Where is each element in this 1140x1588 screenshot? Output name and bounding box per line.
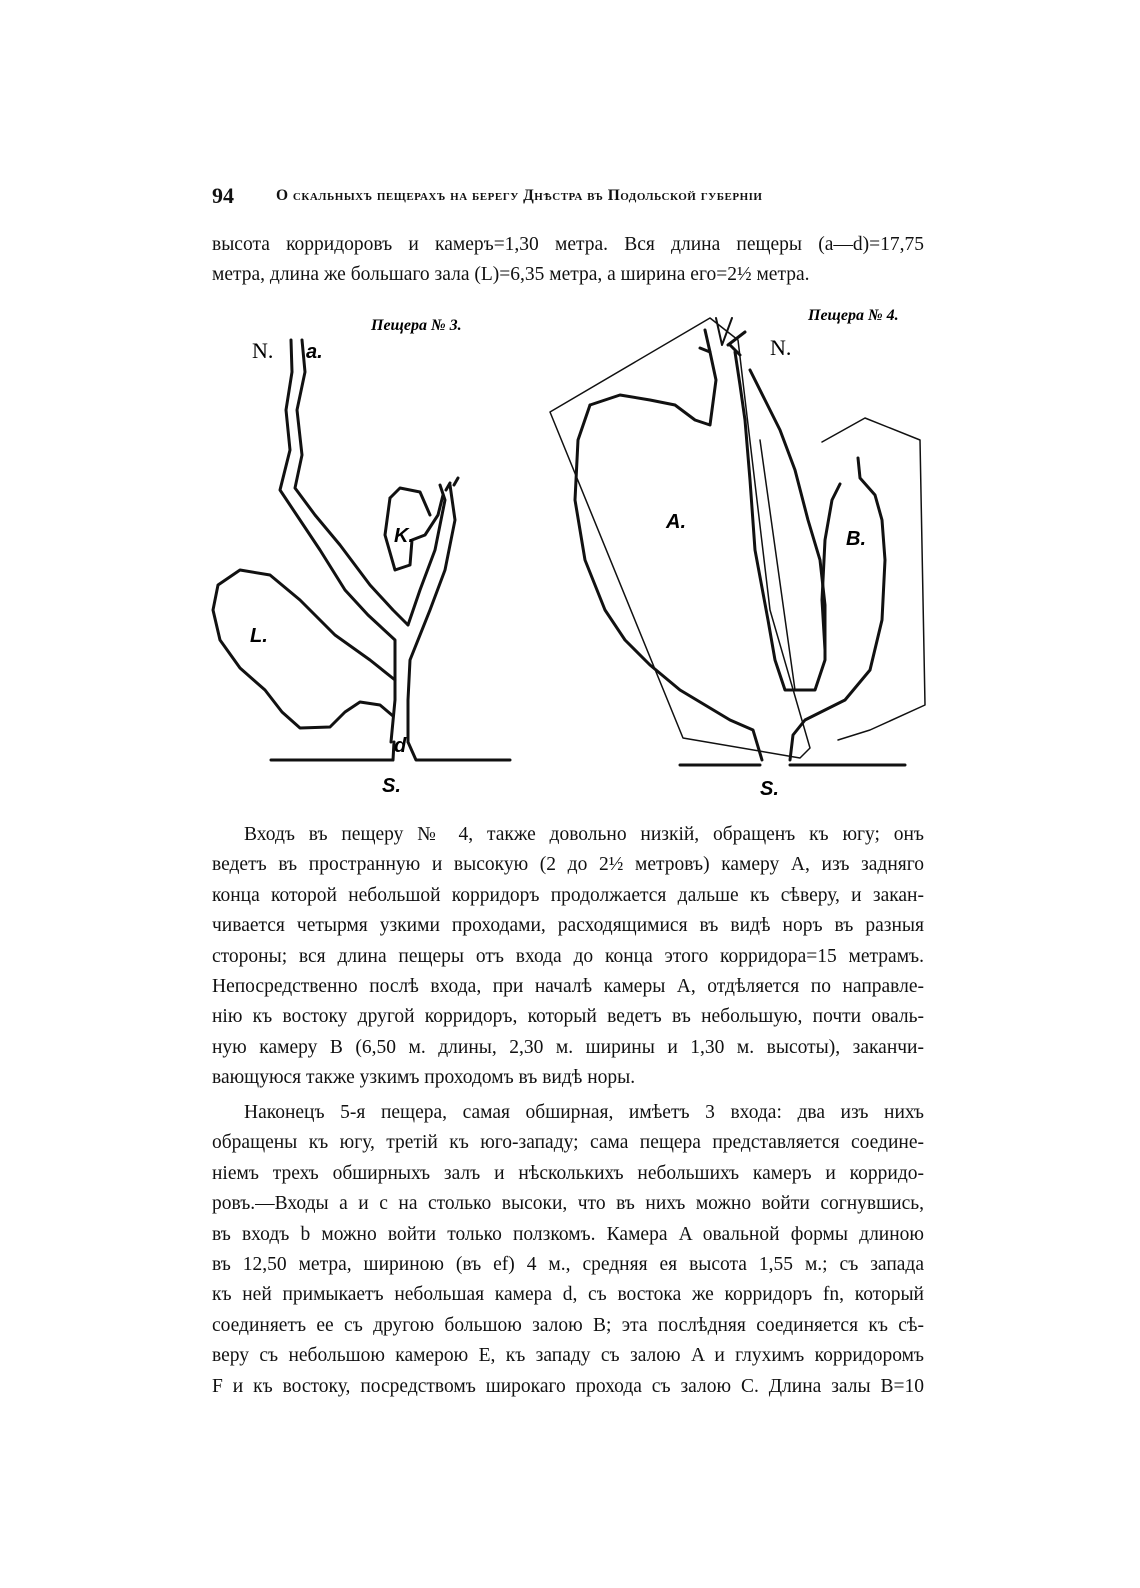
paragraph-line: веру съ небольшою камерою E, къ западу съ залою A и глухимъ корридоромъ bbox=[212, 1345, 924, 1367]
cave-3-north-label: N. bbox=[252, 338, 274, 363]
paragraph-line: ведетъ въ пространную и высокую (2 до 2½ метровъ) камеру A, изъ задняго bbox=[212, 854, 924, 876]
paragraph-line: ную камеру B (6,50 м. длины, 2,30 м. ширины и 1,30 м. высоты), заканчи- bbox=[212, 1036, 924, 1058]
cave-4-label-a: A. bbox=[666, 511, 686, 533]
paragraph-line: нію къ востоку другой корридоръ, который ведетъ въ небольшую, почти оваль- bbox=[212, 1006, 924, 1028]
paragraph-line: конца которой небольшой корридоръ продолжается дальше къ сѣверу, и закан- bbox=[212, 884, 924, 906]
paragraph-line: въ входъ b можно войти только ползкомъ. Камера A овальной формы длиною bbox=[212, 1223, 924, 1245]
cave-3-label-k: K. bbox=[394, 525, 414, 547]
paragraph-line: Наконецъ 5-я пещера, самая обширная, имѣетъ 3 входа: два изъ нихъ bbox=[244, 1102, 924, 1123]
paragraph-line: ровъ.—Входы a и c на столько высоки, что въ нихъ можно войти согнувшись, bbox=[212, 1193, 924, 1215]
running-title: О скальныхъ пещерахъ на берегу Днѣстра въ Подольской губерніи bbox=[276, 187, 763, 204]
cave-4-north-label: N. bbox=[770, 335, 792, 360]
paragraph-line: высота корридоровъ и камеръ=1,30 метра. Вся длина пещеры (a—d)=17,75 bbox=[212, 234, 924, 255]
paragraph-line: ніемъ трехъ обширныхъ залъ и нѣсколькихъ небольшихъ камеръ и корридо- bbox=[212, 1162, 924, 1184]
paragraph-line: вающуюся также узкимъ проходомъ въ видѣ норы. bbox=[212, 1067, 636, 1089]
cave-4-south-label: S. bbox=[760, 778, 779, 800]
paragraph-line: Непосредственно послѣ входа, при началѣ камеры A, отдѣляется по направле- bbox=[212, 976, 924, 998]
cave-3-south-label: S. bbox=[382, 775, 401, 797]
paragraph-line: стороны; вся длина пещеры отъ входа до конца этого корридора=15 метрамъ. bbox=[212, 945, 924, 967]
paragraph-line: Входъ въ пещеру № 4, также довольно низкій, обращенъ къ югу; онъ bbox=[244, 824, 924, 845]
cave-3-caption: Пещера № 3. bbox=[371, 317, 462, 334]
cave-4-plan bbox=[550, 318, 925, 765]
page-number: 94 bbox=[212, 183, 234, 208]
paragraph-line: F и къ востоку, посредствомъ широкаго прохода съ залою C. Длина залы B=10 bbox=[212, 1375, 924, 1397]
paragraph-line: обращены къ югу, третій къ юго-западу; сама пещера представляется соедине- bbox=[212, 1132, 924, 1154]
cave-3-plan bbox=[213, 340, 510, 760]
cave-4-label-b: B. bbox=[846, 528, 866, 550]
cave-4-caption: Пещера № 4. bbox=[808, 307, 899, 324]
paragraph-2 bbox=[212, 820, 924, 1094]
paragraph-line: метра, длина же большаго зала (L)=6,35 метра, а ширина его=2½ метра. bbox=[212, 264, 810, 286]
cave-3-label-a: a. bbox=[306, 341, 323, 363]
paragraph-line: чивается четырмя узкими проходами, расходящимися въ видѣ норъ въ разныя bbox=[212, 915, 924, 937]
paragraph-3 bbox=[212, 1098, 924, 1402]
paragraph-line: въ 12,50 метра, шириною (въ ef) 4 м., средняя ея высота 1,55 м.; съ запада bbox=[212, 1254, 924, 1276]
paragraph-line: соединяетъ ее съ другою большою залою B; эта послѣдняя соединяется къ сѣ- bbox=[212, 1314, 924, 1336]
cave-3-label-d: d bbox=[394, 735, 407, 757]
cave-3-label-l: L. bbox=[250, 625, 268, 647]
paragraph-line: къ ней примыкаетъ небольшая камера d, съ востока же корридоръ fn, который bbox=[212, 1284, 924, 1306]
